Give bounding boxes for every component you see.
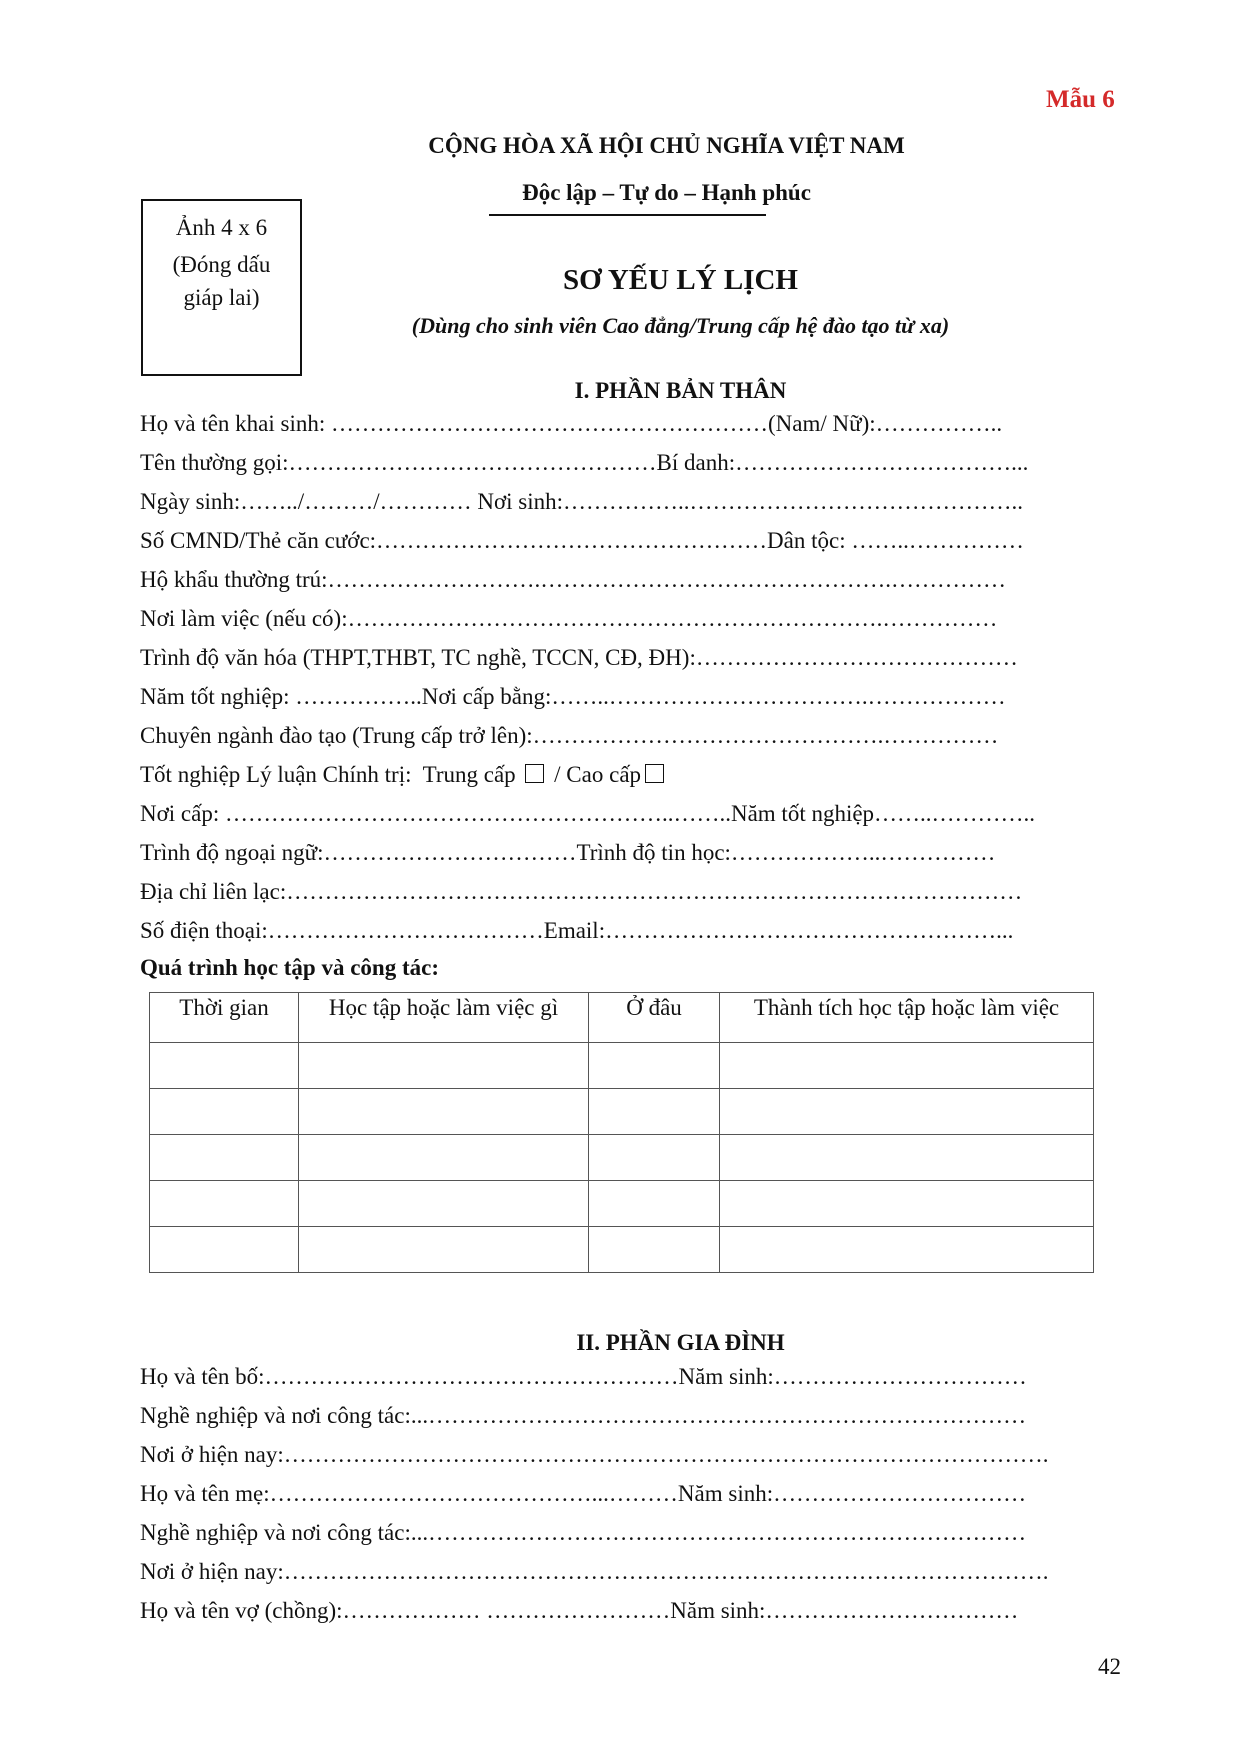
field-mother-residence: Nơi ở hiện nay:………………………………………………………………………………………. xyxy=(140,1559,1049,1584)
table-row xyxy=(150,1135,1094,1181)
document-subtitle: (Dùng cho sinh viên Cao đẳng/Trung cấp hệ đào tạo từ xa) xyxy=(411,313,950,338)
field-graduation-year: Năm tốt nghiệp: ……………..Nơi cấp bằng:……..…………………………….……………… xyxy=(140,684,1006,709)
table-row xyxy=(150,1227,1094,1273)
form-label: Mẫu 6 xyxy=(1046,86,1115,113)
table-cell[interactable] xyxy=(150,1043,299,1089)
table-cell[interactable] xyxy=(720,1089,1094,1135)
table-cell[interactable] xyxy=(589,1181,720,1227)
column-header-activity: Học tập hoặc làm việc gì xyxy=(299,993,589,1043)
field-political-theory xyxy=(140,762,668,788)
table-header-row xyxy=(150,993,1094,1043)
checkbox-trung-cap[interactable] xyxy=(525,764,544,783)
field-spouse-name: Họ và tên vợ (chồng):……………… ……………………Năm sinh:…………………………… xyxy=(140,1598,1019,1623)
table-cell[interactable] xyxy=(589,1135,720,1181)
field-birth-date: Ngày sinh:……../………/………… Nơi sinh:……………..…………………………………….. xyxy=(140,489,1023,514)
table-cell[interactable] xyxy=(720,1135,1094,1181)
section1-heading: I. PHẦN BẢN THÂN xyxy=(574,378,787,403)
field-father-name: Họ và tên bố:………………………………………………Năm sinh:…………………………… xyxy=(140,1364,1027,1389)
table-cell[interactable] xyxy=(150,1227,299,1273)
option-trung-cap-label: Trung cấp xyxy=(422,762,516,787)
field-phone-email: Số điện thoại:………………………………Email:……………………………………………... xyxy=(140,918,1014,943)
photo-label: Ảnh 4 x 6 xyxy=(175,215,268,240)
field-birth-name: Họ và tên khai sinh: …………………………………………………(Nam/ Nữ):…………….. xyxy=(140,411,1003,436)
photo-stamp-note-2: giáp lai) xyxy=(183,285,260,310)
nation-header: CỘNG HÒA XÃ HỘI CHỦ NGHĨA VIỆT NAM xyxy=(428,133,905,158)
document-title: SƠ YẾU LÝ LỊCH xyxy=(562,264,798,296)
option-cao-cap-label: / Cao cấp xyxy=(554,762,642,787)
table-row xyxy=(150,1181,1094,1227)
table-cell[interactable] xyxy=(589,1089,720,1135)
column-header-time: Thời gian xyxy=(150,993,299,1043)
political-theory-label: Tốt nghiệp Lý luận Chính trị: xyxy=(140,762,412,787)
field-education-level: Trình độ văn hóa (THPT,THBT, TC nghề, TCCN, CĐ, ĐH):…………………………………… xyxy=(140,645,1018,670)
section2-heading: II. PHẦN GIA ĐÌNH xyxy=(576,1330,785,1355)
field-father-residence: Nơi ở hiện nay:………………………………………………………………………………………. xyxy=(140,1442,1049,1467)
history-table xyxy=(149,992,1094,1273)
table-cell[interactable] xyxy=(299,1043,589,1089)
field-father-job: Nghề nghiệp và nơi công tác:...…………………………………………………………………… xyxy=(140,1403,1027,1428)
table-cell[interactable] xyxy=(150,1089,299,1135)
motto: Độc lập – Tự do – Hạnh phúc xyxy=(522,180,811,205)
field-mother-job: Nghề nghiệp và nơi công tác:...…………………………………………………………………… xyxy=(140,1520,1027,1545)
page-number: 42 xyxy=(1098,1654,1121,1679)
table-cell[interactable] xyxy=(589,1227,720,1273)
table-cell[interactable] xyxy=(150,1135,299,1181)
field-language-it: Trình độ ngoại ngữ:……………………………Trình độ tin học:………………..…………… xyxy=(140,840,996,865)
column-header-place: Ở đâu xyxy=(589,993,720,1043)
history-heading: Quá trình học tập và công tác: xyxy=(140,955,439,980)
field-mother-name: Họ và tên mẹ:……………………………………...………Năm sinh:…………………………… xyxy=(140,1481,1027,1506)
table-cell[interactable] xyxy=(299,1135,589,1181)
checkbox-cao-cap[interactable] xyxy=(645,764,664,783)
table-cell[interactable] xyxy=(150,1181,299,1227)
field-workplace: Nơi làm việc (nếu có):…………………………………………………………….…………… xyxy=(140,606,998,631)
field-common-name: Tên thường gọi:…………………………………………Bí danh:………………………………... xyxy=(140,450,1029,475)
table-cell[interactable] xyxy=(299,1089,589,1135)
table-cell[interactable] xyxy=(299,1181,589,1227)
field-address: Địa chỉ liên lạc:…………………………………………………………………………………… xyxy=(140,879,1023,904)
motto-underline xyxy=(489,214,766,216)
table-row xyxy=(150,1089,1094,1135)
table-cell[interactable] xyxy=(299,1227,589,1273)
table-cell[interactable] xyxy=(720,1043,1094,1089)
field-residence: Hộ khẩu thường trú:……………………….……………………………………….…………… xyxy=(140,567,1007,592)
table-cell[interactable] xyxy=(720,1181,1094,1227)
field-issue-place: Nơi cấp: …………………………………………………..……..Năm tốt nghiệp……..………….. xyxy=(140,801,1036,826)
photo-stamp-note-1: (Đóng dấu xyxy=(172,252,271,277)
table-cell[interactable] xyxy=(589,1043,720,1089)
field-id-card: Số CMND/Thẻ căn cước:……………………………………………Dân tộc: ……..…………… xyxy=(140,528,1024,553)
field-specialization: Chuyên ngành đào tạo (Trung cấp trở lên):……………………………………….…………… xyxy=(140,723,999,748)
table-cell[interactable] xyxy=(720,1227,1094,1273)
column-header-achievement: Thành tích học tập hoặc làm việc xyxy=(720,993,1094,1043)
table-row xyxy=(150,1043,1094,1089)
